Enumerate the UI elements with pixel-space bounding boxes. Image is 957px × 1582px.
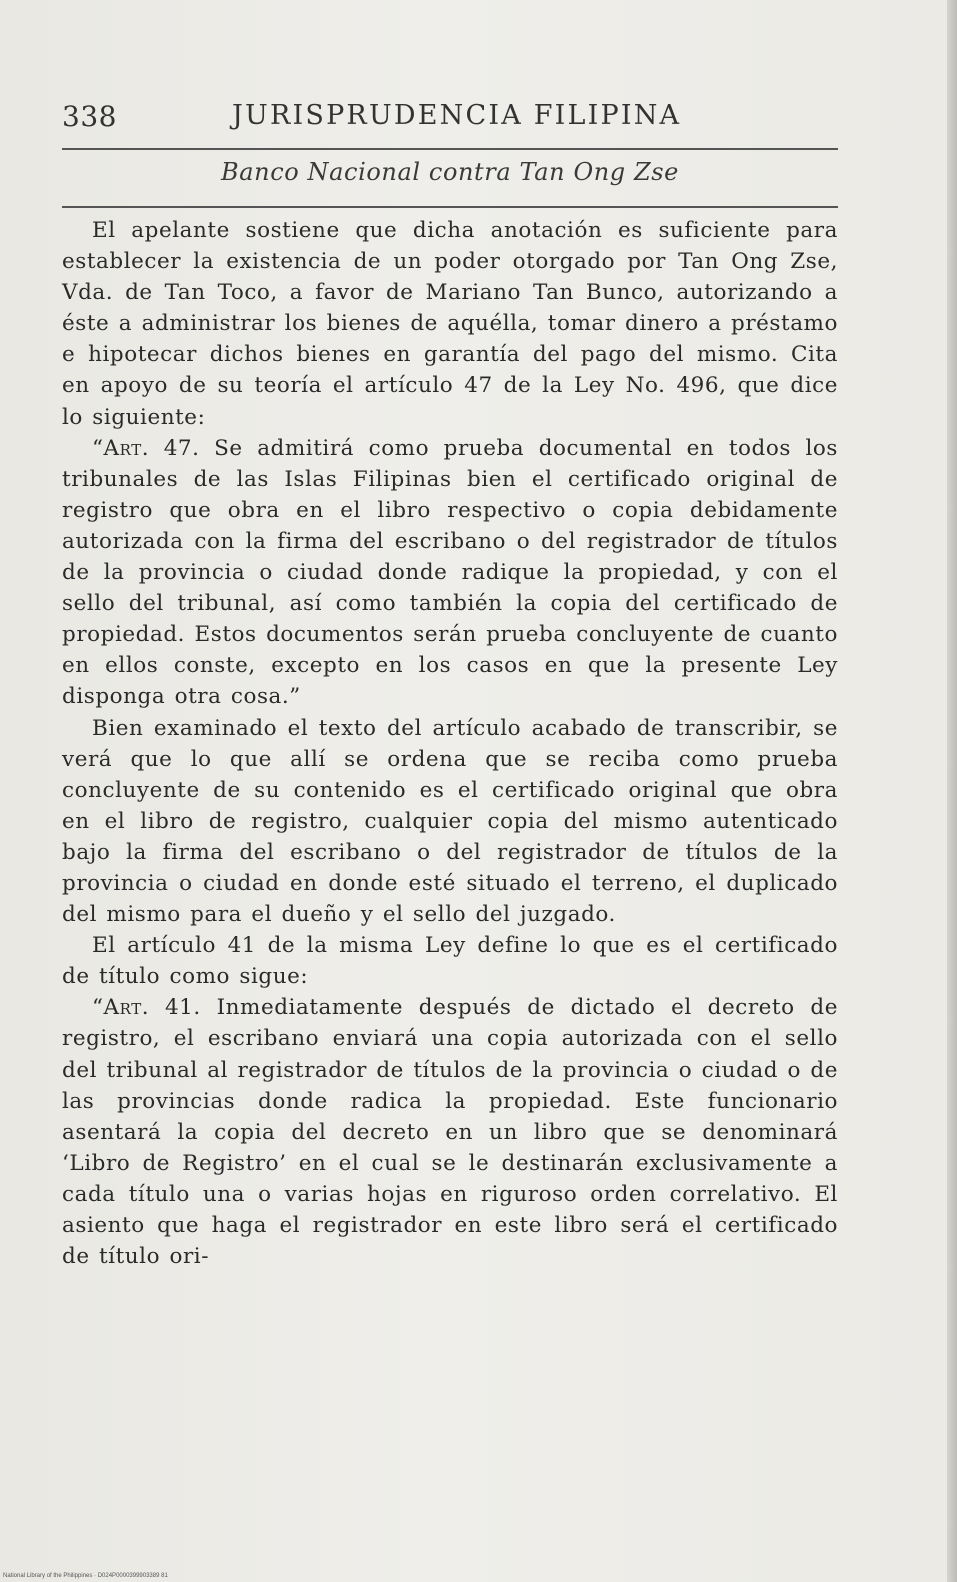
body-text: [62, 215, 838, 1272]
article-text: . 47. Se admitirá como prueba documental en todos los tribunales de las Islas Filipinas bien el certificado original de registro que obra en el libro respectivo o copia debidamente autorizada con la firma del escribano o del registrador de títulos de la provincia o ciudad donde radique la propiedad, y con el sello del tribunal, así como también la copia del certificado de propiedad. Estos documentos serán prueba concluyente de cuanto en ellos conste, excepto en los casos en que la presente Ley disponga otra cosa.”: [62, 435, 838, 710]
article-label: Art: [103, 435, 142, 461]
page-header: [62, 100, 842, 140]
quoted-article-47: [62, 433, 838, 713]
page-number: 338: [62, 100, 117, 133]
library-footer-note: National Library of the Philippines · D024P0000399903389 81: [3, 1573, 168, 1579]
quote-mark: “: [92, 995, 104, 1021]
quoted-article-41: [62, 992, 838, 1272]
paragraph: El apelante sostiene que dicha anotación es suficiente para establecer la existencia de un poder otorgado por Tan Ong Zse, Vda. de Tan Toco, a favor de Mariano Tan Bunco, autorizando a éste a administrar los bienes de aquélla, tomar dinero a préstamo e hipotecar dichos bienes en garantía del pago del mismo. Cita en apoyo de su teoría el artículo 47 de la Ley No. 496, que dice lo siguiente:: [62, 218, 838, 430]
header-divider: [62, 148, 838, 150]
case-title: Banco Nacional contra Tan Ong Zse: [221, 158, 679, 186]
paragraph: El artículo 41 de la misma Ley define lo que es el certificado de título como sigue:: [62, 933, 838, 990]
article-text: . 41. Inmediatamente después de dictado el decreto de registro, el escribano enviará una copia autorizada con el sello del tribunal al registrador de títulos de la provincia o ciudad o de las provincias donde radica la propiedad. Este funcionario asentará la copia del decreto en un libro que se denominará ‘Libro de Registro’ en el cual se le destinarán exclusivamente a cada título una o varias hojas en riguroso orden correlativo. El asiento que haga el registrador en este libro será el certificado de título ori-: [62, 995, 838, 1270]
title-divider: [62, 206, 838, 208]
quote-mark: “: [92, 435, 104, 461]
page-gutter: [947, 0, 957, 1582]
article-label: Art: [103, 995, 142, 1021]
running-head: JURISPRUDENCIA FILIPINA: [232, 100, 682, 131]
paragraph: Bien examinado el texto del artículo acabado de transcribir, se verá que lo que allí se ordena que se reciba como prueba concluyente de su contenido es el certificado original que obra en el libro de registro, cualquier copia del mismo autenticado bajo la firma del escribano o del registrador de títulos de la provincia o ciudad en donde esté situado el terreno, el duplicado del mismo para el dueño y el sello del juzgado.: [62, 715, 838, 928]
